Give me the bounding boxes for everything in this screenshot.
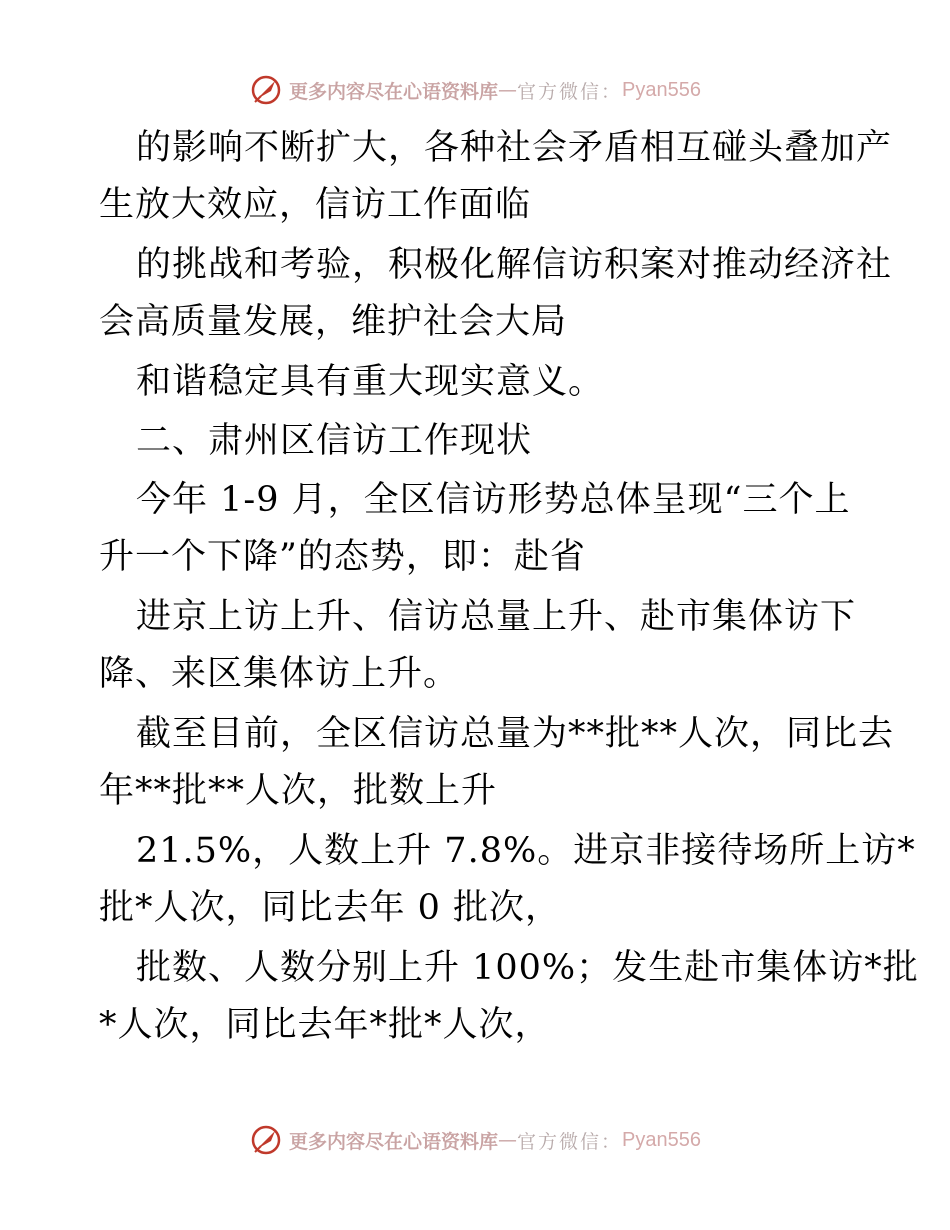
- section-heading: 二、肃州区信访工作现状: [136, 421, 533, 461]
- watermark-text: 更多内容尽在心语资料库: [289, 80, 499, 103]
- body-line: 年**批**人次，批数上升: [99, 771, 498, 811]
- body-line: 的影响不断扩大，各种社会矛盾相互碰头叠加产: [136, 128, 893, 168]
- watermark-separator: —: [498, 79, 518, 101]
- quill-pen-circle-icon: [249, 73, 283, 107]
- body-line: 会高质量发展，维护社会大局: [99, 302, 568, 342]
- body-line: 进京上访上升、信访总量上升、赴市集体访下: [136, 597, 857, 637]
- header-watermark: [0, 70, 950, 110]
- body-line: 21.5%，人数上升 7.8%。进京非接待场所上访*: [136, 831, 916, 871]
- watermark-wechat-id: Pyan556: [622, 78, 701, 101]
- body-line: 今年 1-9 月，全区信访形势总体呈现“三个上: [136, 480, 851, 520]
- body-line: 升一个下降”的态势，即：赴省: [99, 537, 586, 577]
- watermark-wechat-label: 官方微信：: [517, 1130, 623, 1153]
- watermark-wechat-id: Pyan556: [622, 1128, 701, 1151]
- body-line: 降、来区集体访上升。: [99, 654, 460, 694]
- body-line: 批数、人数分别上升 100%；发生赴市集体访*批: [136, 948, 919, 988]
- body-line: 和谐稳定具有重大现实意义。: [136, 362, 605, 402]
- watermark-wechat-label: 官方微信：: [517, 80, 623, 103]
- body-line: 的挑战和考验，积极化解信访积案对推动经济社: [136, 245, 893, 285]
- quill-pen-circle-icon: [249, 1123, 283, 1157]
- body-line: 批*人次，同比去年 0 批次，: [99, 888, 562, 928]
- footer-watermark: [0, 1120, 950, 1160]
- watermark-separator: —: [498, 1129, 518, 1151]
- body-line: *人次，同比去年*批*人次，: [99, 1005, 551, 1045]
- body-line: 截至目前，全区信访总量为**批**人次，同比去: [136, 714, 895, 754]
- watermark-text: 更多内容尽在心语资料库: [289, 1130, 499, 1153]
- body-line: 生放大效应，信访工作面临: [99, 185, 532, 225]
